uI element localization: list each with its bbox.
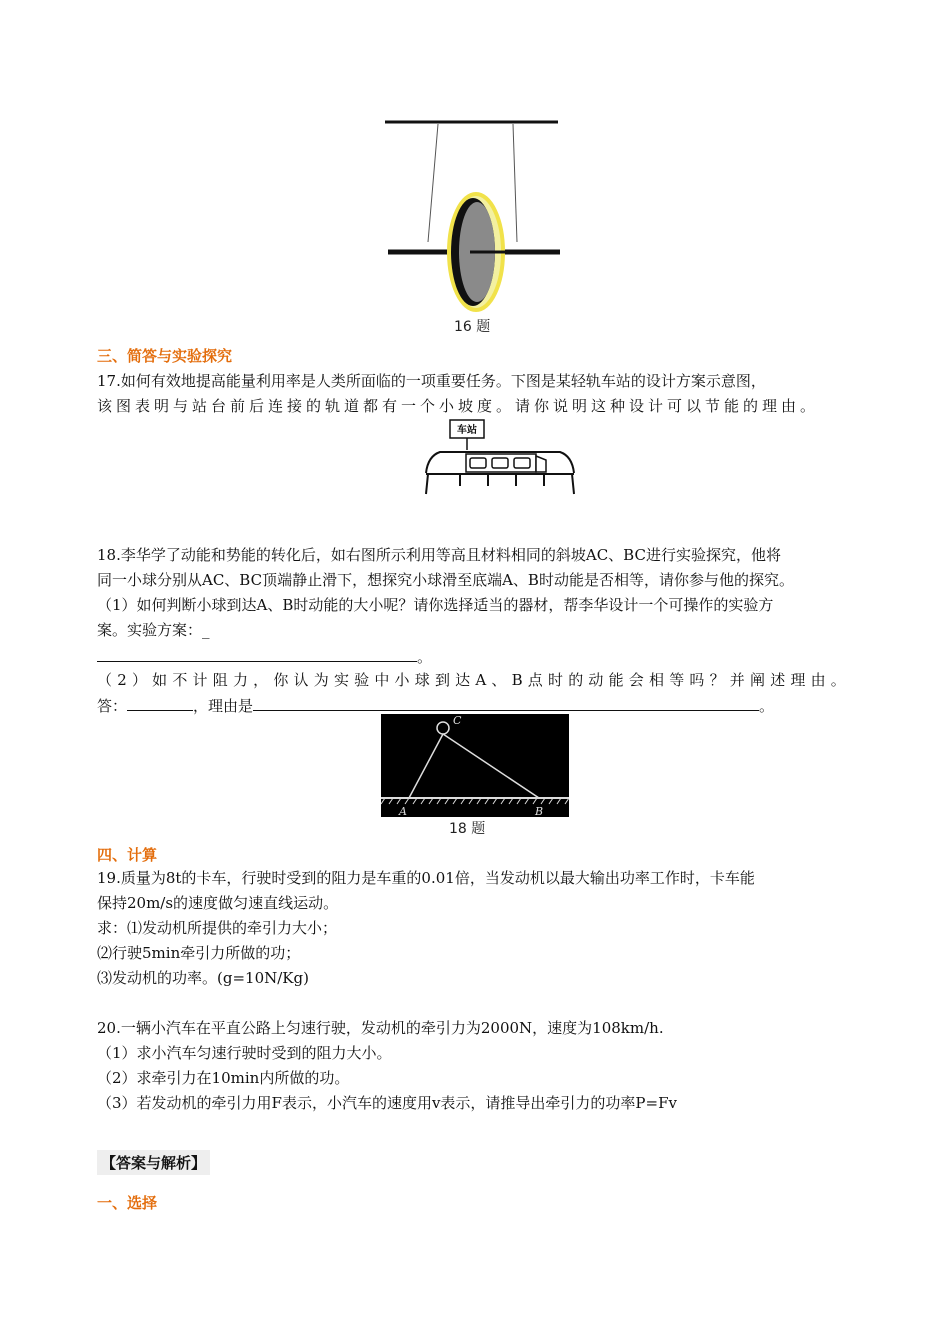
q18-answer-blank-3[interactable] xyxy=(253,694,759,711)
station-label: 车站 xyxy=(457,425,477,436)
q18-line-5 xyxy=(97,645,432,667)
label-b: B xyxy=(535,805,544,817)
q19-line-4: ⑵行驶5min牵引力所做的功； xyxy=(97,944,301,962)
figure-16-caption: 16 题 xyxy=(454,319,491,335)
q18-reason-prefix: ，理由是 xyxy=(193,697,254,715)
section-1-heading: 一、选择 xyxy=(97,1194,158,1212)
q19-line-5: ⑶发动机的功率。(g=10N/Kg) xyxy=(97,969,309,987)
q19-line-1: 19.质量为8t的卡车，行驶时受到的阻力是车重的0.01倍，当发动机以最大输出功率工作时，卡车能 xyxy=(97,869,755,887)
section-3-heading: 三、简答与实验探究 xyxy=(97,347,233,365)
q18-line-7-end: 。 xyxy=(759,697,775,715)
q20-line-1: 20.一辆小汽车在平直公路上匀速行驶，发动机的牵引力为2000N，速度为108km/h. xyxy=(97,1019,664,1037)
answers-title: 【答案与解析】 xyxy=(97,1150,210,1175)
q20-line-3: （2）求牵引力在10min内所做的功。 xyxy=(97,1069,350,1087)
q18-answer-blank-1[interactable] xyxy=(97,645,417,662)
q18-line-3: （1）如何判断小球到达A、B时动能的大小呢？请你选择适当的器材，帮李华设计一个可操作的实验方 xyxy=(97,596,774,614)
q18-answer-blank-2[interactable] xyxy=(127,694,193,711)
q18-line-5-end: 。 xyxy=(417,648,433,666)
figure-16-wheel xyxy=(380,112,570,322)
q18-answer-prefix: 答： xyxy=(97,697,128,715)
q19-line-3: 求：⑴发动机所提供的牵引力大小； xyxy=(97,919,338,937)
figure-18-caption: 18 题 xyxy=(449,821,486,837)
q19-line-2: 保持20m/s的速度做匀速直线运动。 xyxy=(97,894,339,912)
q17-line-1: 17.如何有效地提高能量利用率是人类所面临的一项重要任务。下图是某轻轨车站的设计方案示意图， xyxy=(97,372,766,390)
figure-17-station xyxy=(420,418,580,496)
q18-line-7 xyxy=(97,694,774,716)
q18-line-1: 18.李华学了动能和势能的转化后，如右图所示利用等高且材料相同的斜坡AC、BC进行实验探究，他将 xyxy=(97,546,781,564)
q17-line-2: 该图表明与站台前后连接的轨道都有一个小坡度。请你说明这种设计可以节能的理由。 xyxy=(97,397,820,415)
label-a: A xyxy=(399,805,407,817)
figure-18-inclines xyxy=(381,714,569,817)
q20-line-4: （3）若发动机的牵引力用F表示，小汽车的速度用v表示，请推导出牵引力的功率P=Fv xyxy=(97,1094,677,1112)
q20-line-2: （1）求小汽车匀速行驶时受到的阻力大小。 xyxy=(97,1044,392,1062)
section-4-heading: 四、计算 xyxy=(97,846,158,864)
label-c: C xyxy=(453,714,462,727)
q18-line-4: 案。实验方案：_ xyxy=(97,621,210,639)
q18-line-6: （2）如不计阻力，你认为实验中小球到达A、B点时的动能会相等吗？并阐述理由。 xyxy=(97,671,852,689)
q18-line-2: 同一小球分别从AC、BC顶端静止滑下，想探究小球滑至底端A、B时动能是否相等，请你参与他的探究。 xyxy=(97,571,794,589)
